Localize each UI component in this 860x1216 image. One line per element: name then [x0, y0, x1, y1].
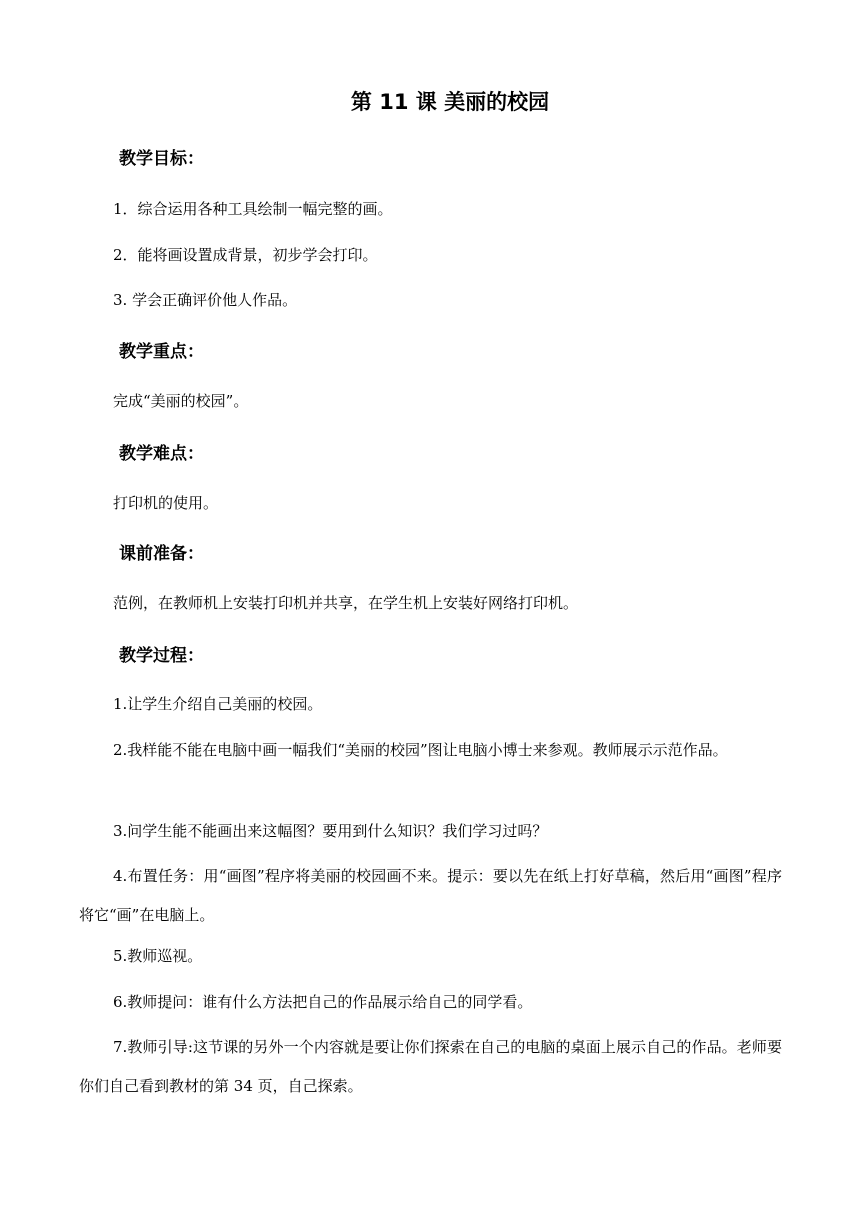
preparation-heading: 课前准备： — [119, 544, 204, 564]
key-points-heading: 教学重点： — [119, 342, 204, 362]
process-step-7: 7.教师引导:这节课的另外一个内容就是要让你们探索在自己的电脑的桌面上展示自己的作品。老师要你们自己看到教材的第 34 页，自己探索。 — [79, 1038, 782, 1095]
process-step-3: 3.问学生能不能画出来这幅图？要用到什么知识？我们学习过吗？ — [113, 822, 548, 840]
preparation-text: 范例，在教师机上安装打印机并共享，在学生机上安装好网络打印机。 — [113, 594, 579, 612]
process-step-6: 6.教师提问：谁有什么方法把自己的作品展示给自己的同学看。 — [113, 993, 533, 1011]
lesson-title: 第 11 课 美丽的校园 — [350, 90, 550, 114]
difficulties-text: 打印机的使用。 — [113, 494, 219, 512]
process-step-2: 2.我样能不能在电脑中画一幅我们“美丽的校园”图让电脑小博士来参观。教师展示示范作品。 — [113, 741, 728, 759]
goal-item-1: 1．综合运用各种工具绘制一幅完整的画。 — [113, 200, 393, 218]
goal-item-2: 2．能将画设置成背景，初步学会打印。 — [113, 246, 378, 264]
process-heading: 教学过程： — [119, 646, 204, 666]
process-step-5: 5.教师巡视。 — [113, 947, 203, 965]
goal-item-3: 3. 学会正确评价他人作品。 — [113, 291, 298, 309]
difficulties-heading: 教学难点： — [119, 444, 204, 464]
goals-heading: 教学目标： — [119, 149, 204, 169]
key-points-text: 完成“美丽的校园”。 — [113, 392, 249, 410]
process-step-4: 4.布置任务：用“画图”程序将美丽的校园画不来。提示：要以先在纸上打好草稿，然后用“画图”程序将它“画”在电脑上。 — [79, 867, 782, 924]
process-step-1: 1.让学生介绍自己美丽的校园。 — [113, 695, 323, 713]
